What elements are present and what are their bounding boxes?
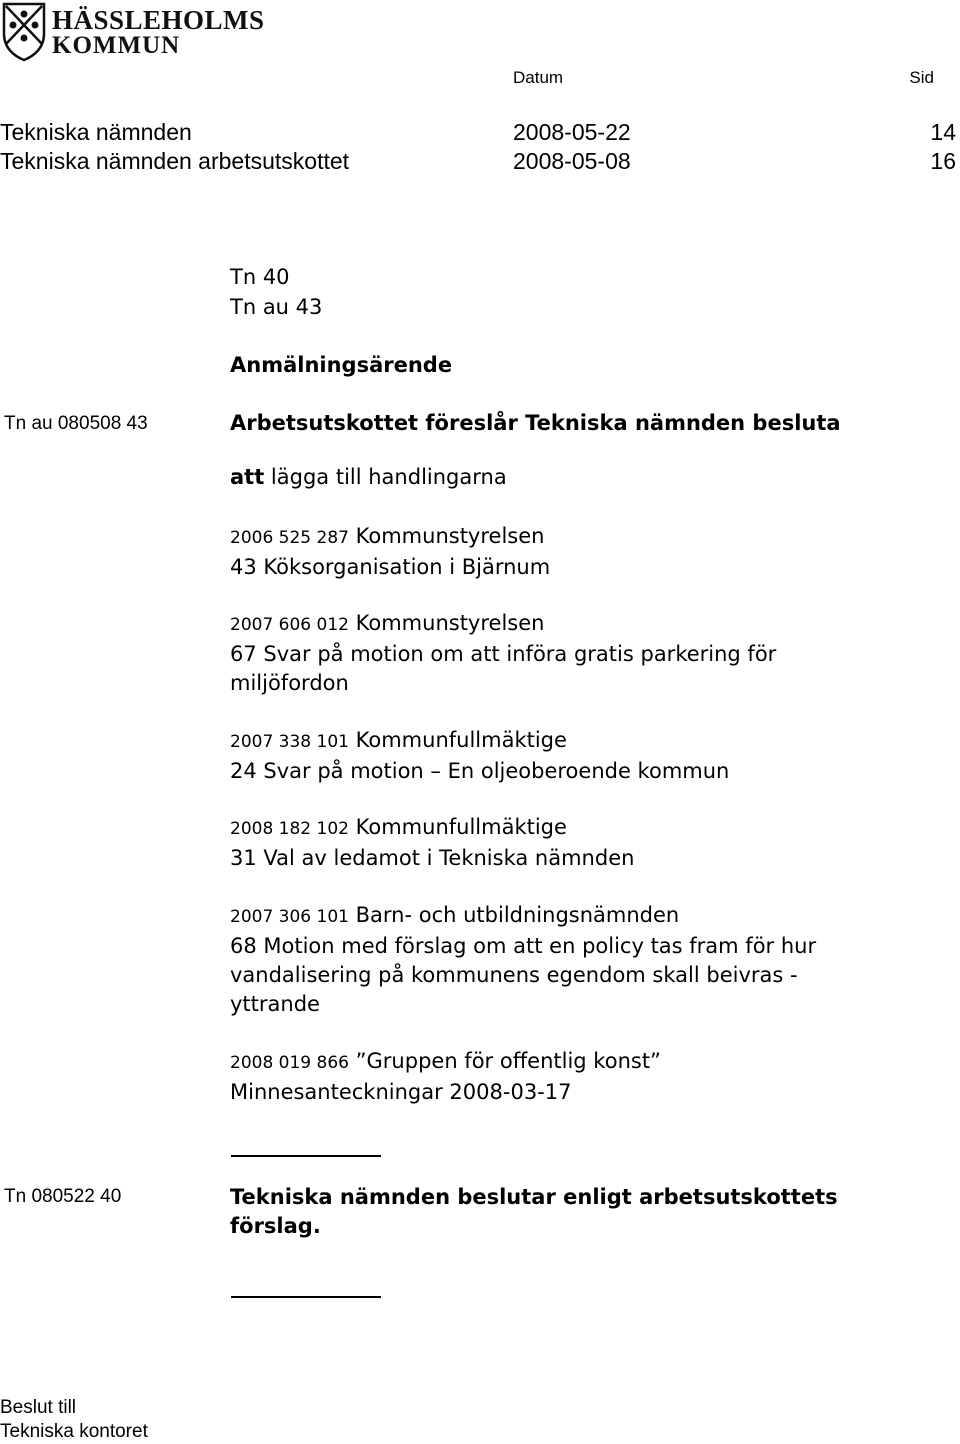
distribution-label: Beslut till [0, 1397, 77, 1418]
list-item [230, 726, 729, 786]
paragraph-tn: Tn 40 [230, 265, 290, 289]
item-line: 68 Motion med förslag om att en policy tas fram för hur [230, 934, 817, 958]
diary-number: 2008 019 866 [230, 1053, 349, 1073]
decision-att: att [230, 465, 265, 489]
header-body-2: Tekniska nämnden arbetsutskottet [0, 148, 350, 174]
au-proposal: Arbetsutskottet föreslår Tekniska nämnden besluta [230, 411, 841, 435]
item-org: Kommunfullmäktige [348, 815, 567, 839]
diary-number: 2007 306 101 [230, 907, 349, 927]
tn-decision-line: Tekniska nämnden beslutar enligt arbetsutskottets [230, 1185, 838, 1209]
item-org: Kommunstyrelsen [348, 611, 545, 635]
item-line: vandalisering på kommunens egendom skall beivras - [230, 963, 798, 987]
paragraph-tn-au: Tn au 43 [230, 295, 323, 319]
au-reference: Tn au 080508 43 [4, 413, 148, 434]
item-org: ”Gruppen för offentlig konst” [348, 1049, 661, 1073]
item-line: miljöfordon [230, 671, 349, 695]
item-line: Minnesanteckningar 2008-03-17 [230, 1080, 572, 1104]
tn-decision [230, 1183, 838, 1241]
diary-number: 2007 606 012 [230, 615, 349, 635]
item-line: 24 Svar på motion – En oljeoberoende kommun [230, 759, 730, 783]
logo-text-line2: KOMMUN [52, 32, 181, 59]
list-item [230, 901, 816, 1019]
logo-text-line1: HÄSSLEHOLMS [52, 5, 265, 35]
datum-label: Datum [513, 68, 564, 87]
distribution-footer [0, 1396, 148, 1444]
decision-rest: lägga till handlingarna [264, 465, 507, 489]
page-title: Anmälningsärende [230, 353, 453, 377]
sid-label: Sid [909, 68, 934, 87]
diary-number: 2008 182 102 [230, 819, 349, 839]
list-item [230, 609, 776, 698]
header-body-1: Tekniska nämnden [0, 119, 192, 145]
diary-number: 2006 525 287 [230, 528, 349, 548]
distribution-recipient: Tekniska kontoret [0, 1421, 148, 1442]
tn-decision-line: förslag. [230, 1214, 321, 1238]
section-divider [231, 1296, 381, 1298]
coat-of-arms-icon [0, 0, 48, 62]
header-date-1: 2008-05-22 [513, 119, 631, 145]
item-line: yttrande [230, 992, 320, 1016]
header-page-2: 16 [930, 148, 956, 174]
list-item [230, 813, 634, 873]
diary-number: 2007 338 101 [230, 732, 349, 752]
list-item [230, 1047, 661, 1107]
municipality-logo [0, 0, 265, 62]
item-org: Kommunstyrelsen [348, 524, 545, 548]
header-date-2: 2008-05-08 [513, 148, 631, 174]
tn-reference: Tn 080522 40 [4, 1186, 122, 1207]
list-item [230, 522, 550, 582]
decision-text [230, 463, 507, 492]
item-line: 31 Val av ledamot i Tekniska nämnden [230, 846, 635, 870]
header-page-1: 14 [930, 119, 956, 145]
item-line: 43 Köksorganisation i Bjärnum [230, 555, 551, 579]
item-org: Kommunfullmäktige [348, 728, 567, 752]
item-line: 67 Svar på motion om att införa gratis parkering för [230, 642, 777, 666]
section-divider [231, 1155, 381, 1157]
item-org: Barn- och utbildningsnämnden [348, 903, 680, 927]
